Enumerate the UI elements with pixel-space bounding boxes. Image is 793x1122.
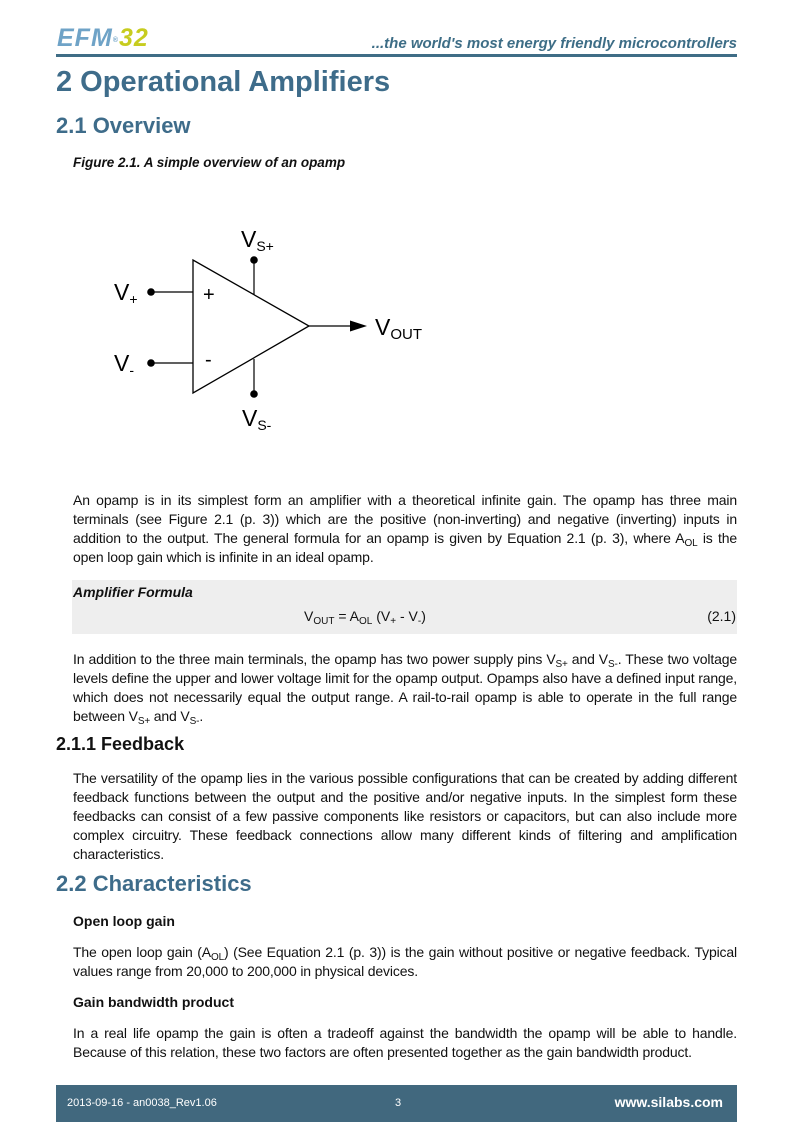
- equation-number: (2.1): [707, 608, 736, 624]
- text-run: V: [304, 608, 314, 624]
- logo-registered-mark: ®: [112, 37, 119, 44]
- v-minus-terminal-dot: [147, 359, 155, 367]
- subscript: OUT: [313, 616, 335, 627]
- output-arrow-icon: [350, 321, 367, 332]
- text-run: . These two voltage levels define the upper and lower voltage limit for the opamp output. Opamps also have a defined input range, which does not necessarily equal the output range. A rail-to-rail opamp is able to operate in the full range between V: [73, 651, 737, 724]
- footer-page-number: 3: [395, 1097, 402, 1109]
- formula-title: Amplifier Formula: [73, 584, 193, 600]
- text-run: (V: [372, 608, 391, 624]
- vout-label: VOUT: [375, 314, 423, 343]
- figure-caption: Figure 2.1. A simple overview of an opamp: [73, 155, 346, 170]
- minus-sign: -: [205, 349, 212, 371]
- v-plus-terminal-dot: [147, 288, 155, 296]
- vs-plus-terminal-dot: [250, 256, 258, 264]
- v-plus-label: V+: [114, 279, 138, 307]
- open-loop-gain-heading: Open loop gain: [73, 913, 175, 929]
- text-run: - V: [396, 608, 418, 624]
- opamp-triangle-icon: [193, 260, 309, 393]
- text-run: ) (See Equation 2.1 (p. 3)) is the gain without positive or negative feedback. Typical values range from 20,000 to 200,000 in physical devices.: [73, 944, 737, 979]
- text-run: is the open loop gain which is infinite in an ideal opamp.: [73, 530, 737, 565]
- text-run: ): [421, 608, 426, 624]
- text-run: and V: [567, 651, 608, 667]
- gain-bandwidth-heading: Gain bandwidth product: [73, 994, 234, 1010]
- plus-sign: +: [203, 284, 215, 306]
- feedback-paragraph: The versatility of the opamp lies in the various possible configurations that can be created by adding different feedback functions between the output and the positive and/or negative inputs. In the simplest form these feedbacks can consist of a few passive components like resistors or capacitors, but can also include more complex circuitry. These feedback connections allow many different kinds of filtering and amplification characteristics.: [73, 770, 737, 862]
- page-footer: [56, 1085, 737, 1122]
- chapter-title: 2 Operational Amplifiers: [56, 66, 391, 98]
- text-run: The open loop gain (A: [73, 944, 211, 960]
- gain-bandwidth-paragraph: In a real life opamp the gain is often a tradeoff against the bandwidth the opamp will be able to handle. Because of this relation, these two factors are often presented together as the gain bandwidth product.: [73, 1025, 737, 1060]
- subscript: S-: [189, 716, 200, 727]
- overview-paragraph: [73, 491, 737, 567]
- subscript: S+: [555, 659, 568, 670]
- text-run: .: [199, 708, 204, 724]
- footer-doc-id: 2013-09-16 - an0038_Rev1.06: [67, 1097, 217, 1109]
- section-title-characteristics: 2.2 Characteristics: [56, 871, 252, 896]
- section-title-feedback: 2.1.1 Feedback: [56, 734, 185, 754]
- efm32-logo: [57, 24, 149, 52]
- open-loop-gain-paragraph: [73, 943, 737, 981]
- subscript: S-: [607, 659, 618, 670]
- header-tagline: ...the world's most energy friendly microcontrollers: [371, 35, 737, 52]
- footer-website-link[interactable]: www.silabs.com: [614, 1094, 723, 1110]
- power-supply-paragraph: [73, 650, 737, 726]
- header-divider: [56, 54, 737, 57]
- subscript: OL: [210, 952, 225, 963]
- vs-plus-label: VS+: [241, 226, 274, 254]
- v-minus-label: V-: [114, 350, 135, 378]
- subscript: S+: [137, 716, 151, 727]
- logo-efm: EFM: [57, 24, 113, 52]
- logo-32: 32: [118, 24, 149, 52]
- text-run: and V: [150, 708, 190, 724]
- text-run: A: [349, 608, 359, 624]
- text-run: An opamp is in its simplest form an amplifier with a theoretical infinite gain. The opamp has three main terminals (see Figure 2.1 (p. 3)) which are the positive (non-inverting) and negative (inverting) inputs in addition to the output. The general formula for an opamp is given by Equation 2.1 (p. 3), where: [73, 492, 737, 546]
- amplifier-formula: [304, 607, 426, 625]
- subscript: OL: [358, 616, 373, 627]
- subscript: -: [417, 616, 422, 627]
- vs-minus-terminal-dot: [250, 390, 258, 398]
- vs-minus-label: VS-: [242, 405, 272, 433]
- subscript: +: [390, 616, 397, 627]
- opamp-diagram: [100, 220, 440, 440]
- text-run: A: [675, 530, 685, 546]
- text-run: =: [334, 608, 350, 624]
- subscript: OL: [684, 538, 698, 549]
- section-title-overview: 2.1 Overview: [56, 113, 191, 138]
- text-run: In addition to the three main terminals, the opamp has two power supply pins V: [73, 651, 556, 667]
